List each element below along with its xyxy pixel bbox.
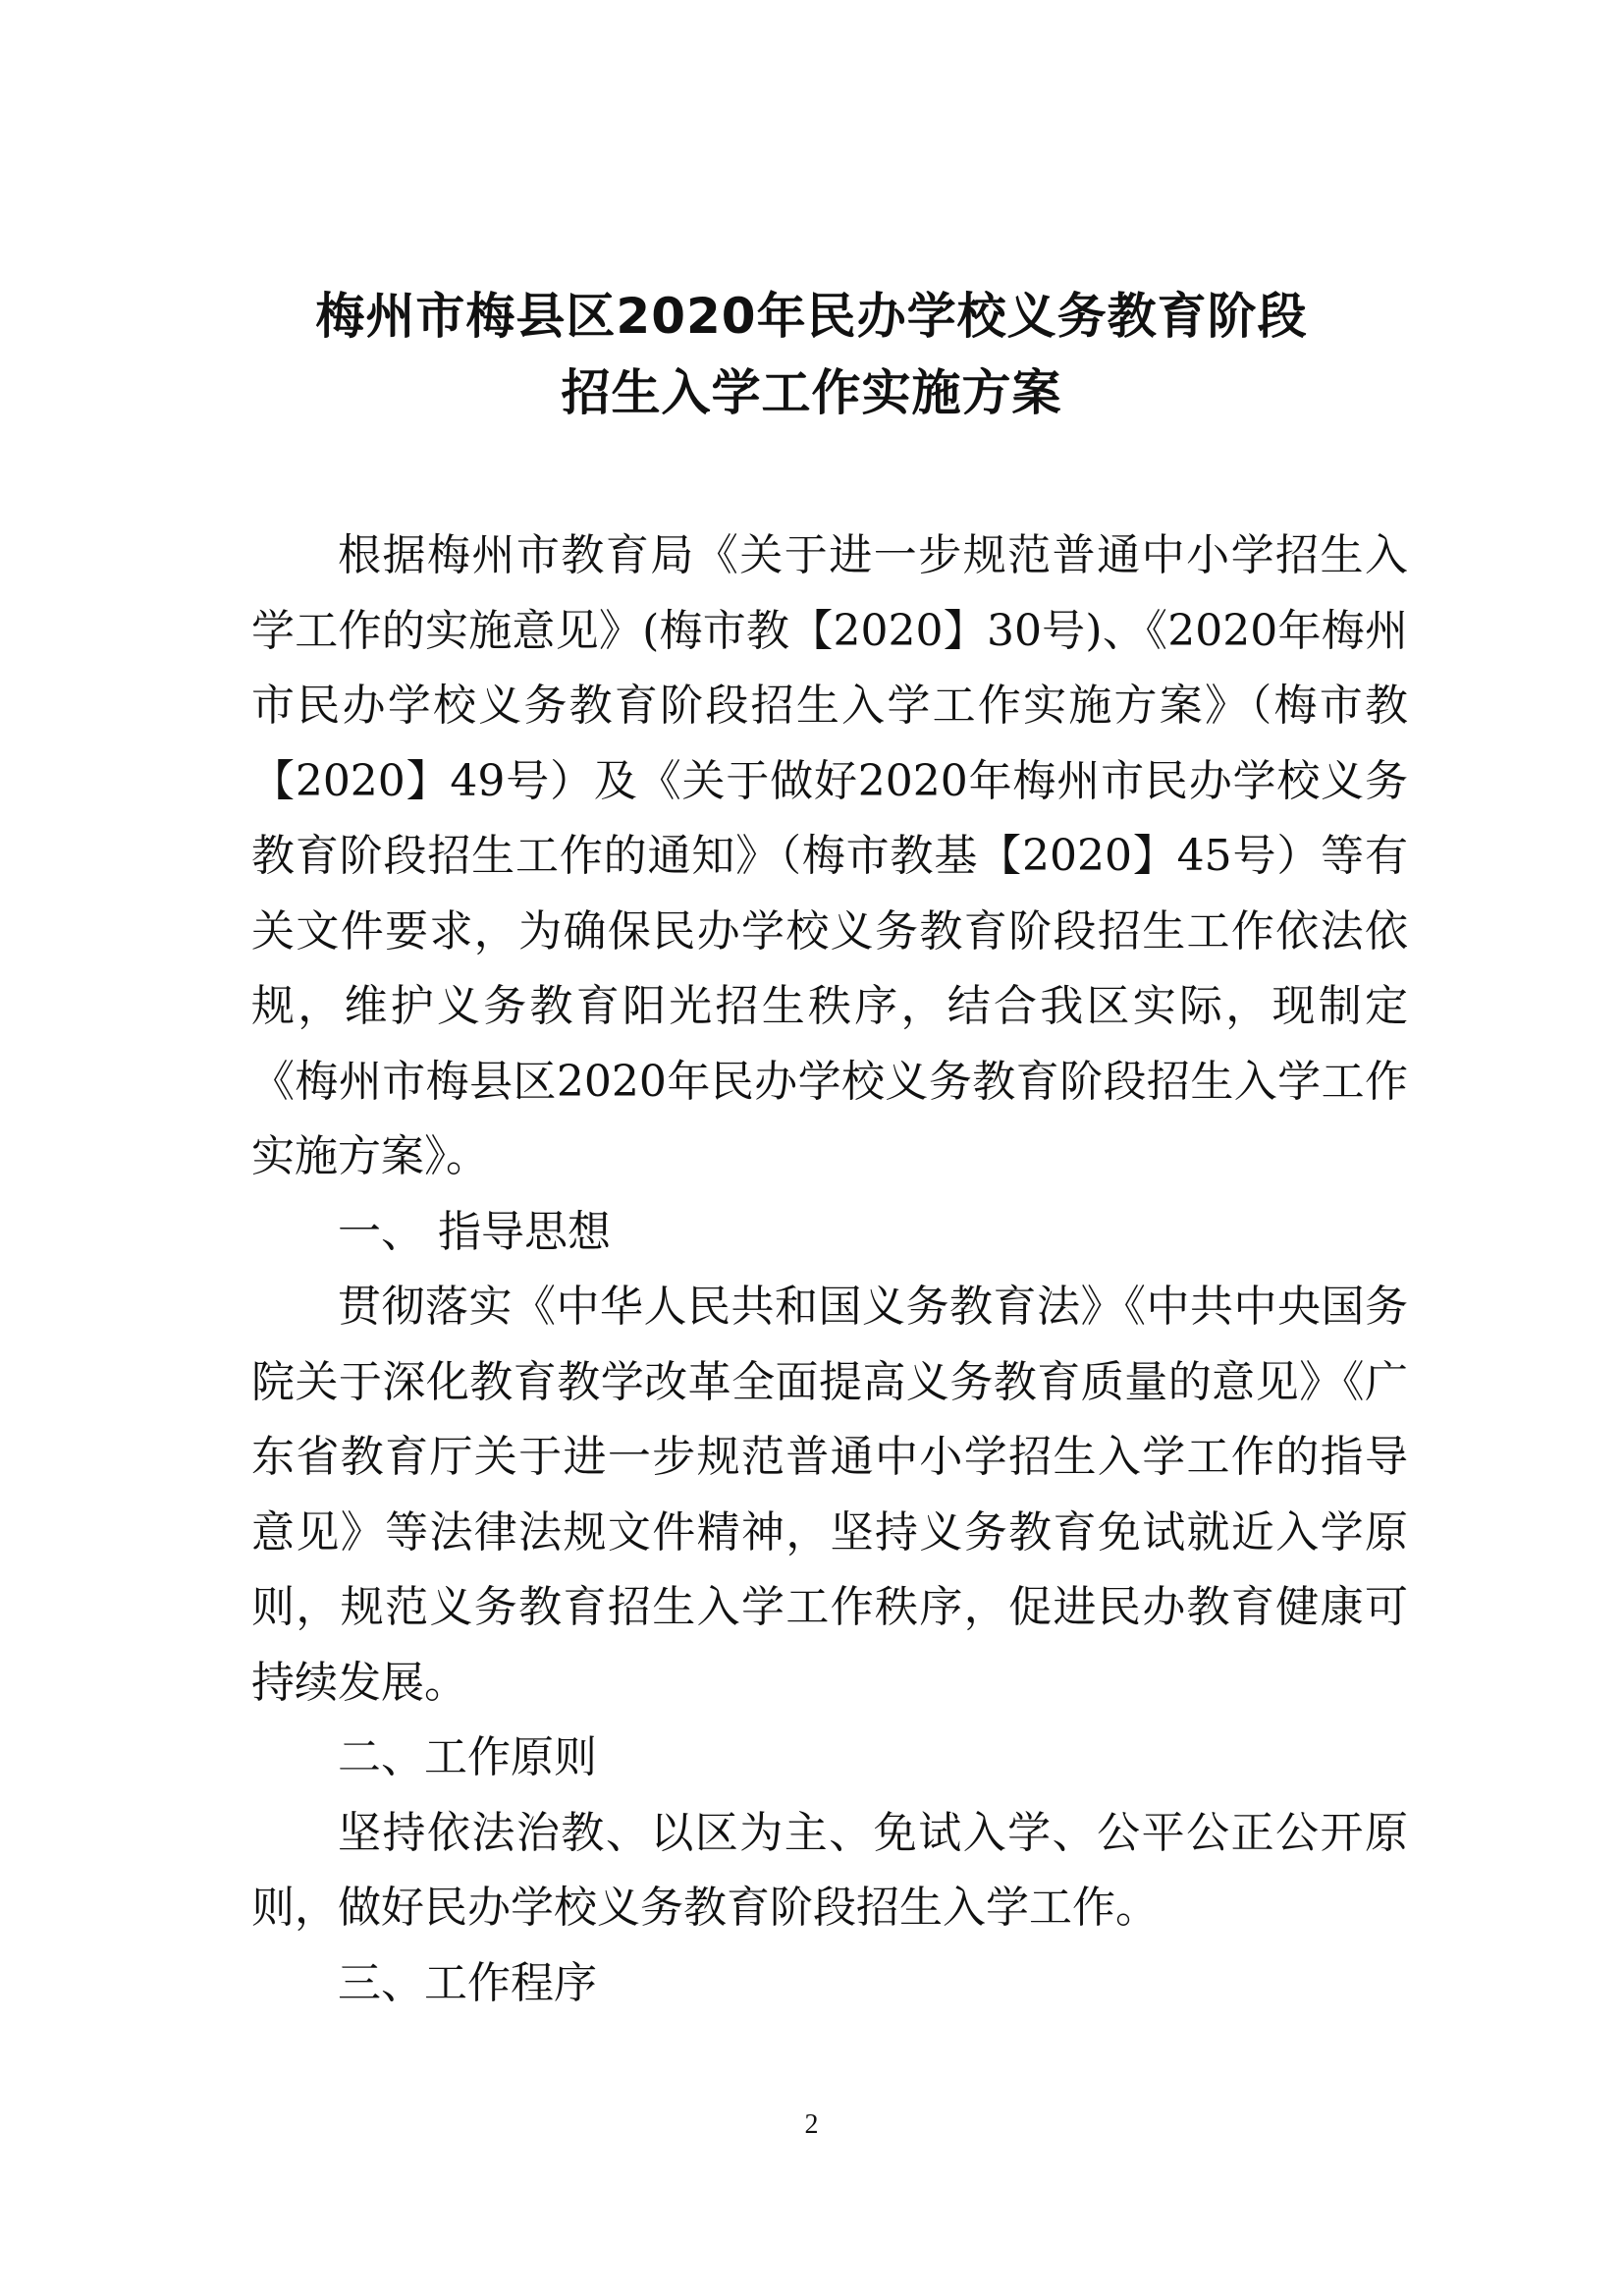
page-number: 2	[804, 2109, 819, 2140]
section-text-guiding-ideology: 贯彻落实《中华人民共和国义务教育法》《中共中央国务院关于深化教育教学改革全面提高义务教育质量的意见》《广东省教育厅关于进一步规范普通中小学招生入学工作的指导意见》等法律法规文件精神，坚持义务教育免试就近入学原则，规范义务教育招生入学工作秩序，促进民办教育健康可持续发展。	[251, 1282, 1408, 1708]
document-title-line-2: 招生入学工作实施方案	[561, 364, 1062, 421]
document-body	[251, 519, 1408, 2021]
section-heading-working-procedure: 三、工作程序	[338, 1957, 597, 2008]
intro-paragraph: 根据梅州市教育局《关于进一步规范普通中小学招生入学工作的实施意见》(梅市教【2020】30号)、《2020年梅州市民办学校义务教育阶段招生入学工作实施方案》（梅市教【2020】49号）及《关于做好2020年梅州市民办学校义务教育阶段招生工作的通知》（梅市教基【2020】45号）等有关文件要求，为确保民办学校义务教育阶段招生工作依法依规，维护义务教育阳光招生秩序，结合我区实际，现制定《梅州市梅县区2020年民办学校义务教育阶段招生入学工作实施方案》。	[251, 530, 1408, 1181]
section-text-working-principles: 坚持依法治教、以区为主、免试入学、公平公正公开原则，做好民办学校义务教育阶段招生入学工作。	[251, 1807, 1408, 1933]
section-heading-guiding-ideology: 一、 指导思想	[338, 1206, 611, 1257]
document-title-line-1: 梅州市梅县区2020年民办学校义务教育阶段	[315, 288, 1308, 345]
section-heading-working-principles: 二、工作原则	[338, 1732, 597, 1782]
